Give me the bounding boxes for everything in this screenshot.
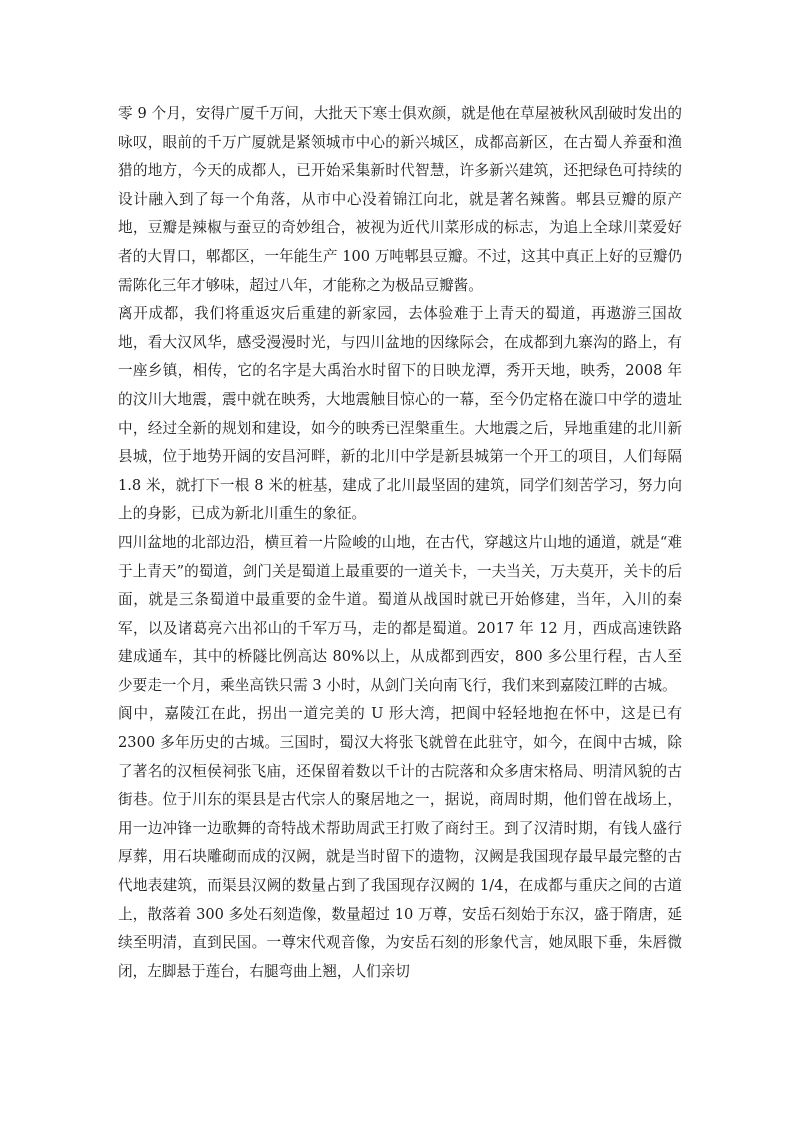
paragraph-shu-road: 四川盆地的北部边沿，横亘着一片险峻的山地，在古代，穿越这片山地的通道，就是“难于上青天”的蜀道，剑门关是蜀道上最重要的一道关卡，一夫当关，万夫莫开，关卡的后面，就是三条蜀道中最重要的金牛道。蜀道从战国时就已开始修建，当年，入川的秦军，以及诸葛亮六出祁山的千军万马，走的都是蜀道。2017 年 12 月，西成高速铁路建成通车，其中的桥隧比例高达 80%以上，从成都到西安，800 多公里行程，古人至少要走一个月，乘坐高铁只需 3 小时，从剑门关向南飞行，我们来到嘉陵江畔的古城。 — [118, 533, 682, 694]
paragraph-langzhong: 阆中，嘉陵江在此，拐出一道完美的 U 形大湾，把阆中轻轻地抱在怀中，这是已有 2300 多年历史的古城。三国时，蜀汉大将张飞就曾在此驻守，如今，在阆中古城，除了著名的汉桓侯祠张飞庙，还保留着数以千计的古院落和众多唐宋格局、明清风貌的古街巷。位于川东的渠县是古代宗人的聚居地之一，据说，商周时期，他们曾在战场上，用一边冲锋一边歌舞的奇特战术帮助周武王打败了商纣王。到了汉清时期，有钱人盛行厚葬，用石块雕砌而成的汉阙，就是当时留下的遗物，汉阙是我国现存最早最完整的古代地表建筑，而渠县汉阙的数量占到了我国现存汉阙的 1/4，在成都与重庆之间的古道上，散落着 300 多处石刻造像，数量超过 10 万尊，安岳石刻始于东汉，盛于隋唐，延续至明清，直到民国。一尊宋代观音像，为安岳石刻的形象代言，她凤眼下垂，朱唇微闭，左脚悬于莲台，右腿弯曲上翘，人们亲切 — [118, 705, 682, 980]
document-page — [118, 100, 682, 986]
paragraph-yanran: 零 9 个月，安得广厦千万间，大批天下寒士俱欢颜，就是他在草屋被秋风刮破时发出的咏叹，眼前的千万广厦就是紧领城市中心的新兴城区，成都高新区，在古蜀人养蚕和渔猎的地方，今天的成都人，已开始采集新时代智慧，许多新兴建筑，还把绿色可持续的设计融入到了每一个角落，从市中心没着锦江向北，就是著名辣酱。郫县豆瓣的原产地，豆瓣是辣椒与蚕豆的奇妙组合，被视为近代川菜形成的标志，为追上全球川菜爱好者的大胃口，郫都区，一年能生产 100 万吨郫县豆瓣。不过，这其中真正上好的豆瓣仍需陈化三年才够味，超过八年，才能称之为极品豆瓣酱。 — [118, 105, 682, 294]
paragraph-chengdu-leaving: 离开成都，我们将重返灾后重建的新家园，去体验难于上青天的蜀道，再遨游三国故地，看大汉风华，感受漫漫时光，与四川盆地的因缘际会，在成都到九寨沟的路上，有一座乡镇，相传，它的名字是大禹治水时留下的日映龙潭，秀开天地，映秀，2008 年的汶川大地震，震中就在映秀，大地震触目惊心的一幕，至今仍定格在漩口中学的遗址中，经过全新的规划和建设，如今的映秀已涅槃重生。大地震之后，异地重建的北川新县城，位于地势开阔的安昌河畔，新的北川中学是新县城第一个开工的项目，人们每隔 1.8 米，就打下一根 8 米的桩基，建成了北川最坚固的建筑，同学们刻苦学习，努力向上的身影，已成为新北川重生的象征。 — [118, 305, 682, 523]
